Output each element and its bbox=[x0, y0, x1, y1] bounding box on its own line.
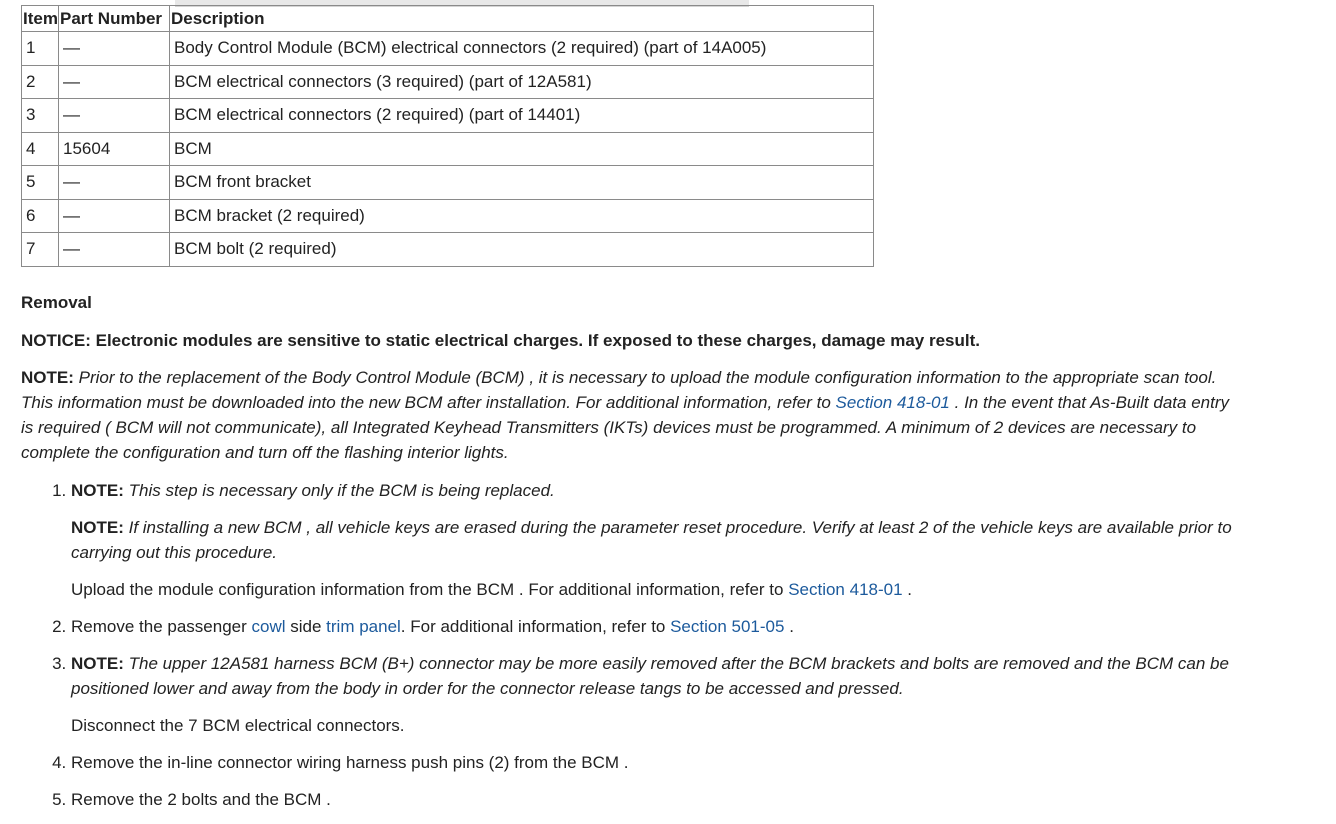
step-1-note-1 bbox=[71, 478, 1241, 503]
step-text: . bbox=[784, 617, 794, 636]
step-5 bbox=[71, 787, 1241, 812]
header-part-number: Part Number bbox=[59, 6, 170, 32]
note-label: NOTE: bbox=[71, 654, 124, 673]
cell-item: 2 bbox=[22, 65, 59, 99]
table-row bbox=[22, 99, 874, 133]
cell-part-number: — bbox=[59, 166, 170, 200]
step-3-text: Disconnect the 7 BCM electrical connectors. bbox=[71, 716, 405, 735]
cell-description: BCM bolt (2 required) bbox=[170, 233, 874, 267]
cell-description: BCM electrical connectors (3 required) (part of 12A581) bbox=[170, 65, 874, 99]
step-1-text bbox=[71, 577, 1241, 602]
table-row bbox=[22, 132, 874, 166]
note-text: This step is necessary only if the BCM is being replaced. bbox=[123, 481, 555, 500]
section-501-05-link[interactable]: Section 501-05 bbox=[670, 617, 785, 636]
cell-part-number: — bbox=[59, 65, 170, 99]
step-1 bbox=[71, 478, 1241, 602]
step-5-text: 5. Remove the 2 bolts and the BCM . bbox=[71, 790, 331, 809]
static-notice: NOTICE: Electronic modules are sensitive to static electrical charges. If exposed to these charges, damage may result. bbox=[21, 331, 980, 350]
note-text: If installing a new BCM , all vehicle keys are erased during the parameter reset procedure. Verify at least 2 of the vehicle keys are available prior to carrying out this procedure. bbox=[71, 518, 1232, 562]
cell-part-number: — bbox=[59, 233, 170, 267]
cell-part-number: — bbox=[59, 32, 170, 66]
header-description: Description bbox=[170, 6, 874, 32]
cell-description: BCM bracket (2 required) bbox=[170, 199, 874, 233]
note-label: NOTE: bbox=[21, 368, 74, 387]
cell-description: BCM bbox=[170, 132, 874, 166]
note-label: NOTE: bbox=[71, 481, 124, 500]
cell-item: 4 bbox=[22, 132, 59, 166]
cowl-link[interactable]: cowl bbox=[251, 617, 286, 636]
cell-description: BCM front bracket bbox=[170, 166, 874, 200]
cell-item: 1 bbox=[22, 32, 59, 66]
step-text: Remove the passenger bbox=[71, 617, 252, 636]
cell-part-number: 15604 bbox=[59, 132, 170, 166]
section-418-01-link[interactable]: Section 418-01 bbox=[835, 393, 950, 412]
cell-part-number: — bbox=[59, 199, 170, 233]
removal-steps bbox=[21, 478, 1241, 812]
cell-item: 5 bbox=[22, 166, 59, 200]
table-row bbox=[22, 233, 874, 267]
note-label: NOTE: bbox=[71, 518, 124, 537]
step-text: . For additional information, refer to bbox=[400, 617, 671, 636]
cell-part-number: — bbox=[59, 99, 170, 133]
cell-description: Body Control Module (BCM) electrical connectors (2 required) (part of 14A005) bbox=[170, 32, 874, 66]
note-text: Prior to the replacement of the Body Control Module (BCM) , it is necessary to upload the module configuration information to the appropriate scan tool. This information must be downloaded into the new BCM after installation. For additional information, refer to bbox=[21, 368, 1217, 412]
table-row bbox=[22, 32, 874, 66]
intro-note bbox=[21, 365, 1241, 465]
note-text: The upper 12A581 harness BCM (B+) connector may be more easily removed after the BCM brackets and bolts are removed and the BCM can be positioned lower and away from the body in order for the connector release tangs to be accessed and pressed. bbox=[71, 654, 1229, 698]
step-3-note bbox=[71, 651, 1241, 701]
removal-heading: Removal bbox=[21, 293, 92, 312]
table-row bbox=[22, 65, 874, 99]
trim-panel-link[interactable]: trim panel bbox=[326, 617, 401, 636]
step-4 bbox=[71, 750, 1241, 775]
step-4-text: 4. Remove the in-line connector wiring harness push pins (2) from the BCM . bbox=[71, 753, 629, 772]
step-text: . bbox=[902, 580, 913, 599]
cell-item: 7 bbox=[22, 233, 59, 267]
table-row bbox=[22, 199, 874, 233]
step-2-text bbox=[71, 614, 1241, 639]
step-1-note-2 bbox=[71, 515, 1241, 565]
section-418-01-link[interactable]: Section 418-01 bbox=[788, 580, 903, 599]
step-text: side bbox=[285, 617, 327, 636]
note-text: . In the event that As-Built data entry is required ( BCM will not communicate), all Integrated Keyhead Transmitters (IKTs) devices must be programmed. A minimum of 2 devices are necessary to complete the configuration and turn off the flashing interior lights. bbox=[21, 393, 1229, 462]
parts-table bbox=[21, 5, 874, 267]
step-text: Upload the module configuration information from the BCM . For additional information, refer to bbox=[71, 580, 789, 599]
procedure-content bbox=[21, 290, 1241, 824]
header-item: Item bbox=[22, 6, 59, 32]
table-row bbox=[22, 166, 874, 200]
step-3 bbox=[71, 651, 1241, 738]
cell-item: 3 bbox=[22, 99, 59, 133]
step-2 bbox=[71, 614, 1241, 639]
table-header-row bbox=[22, 6, 874, 32]
cell-item: 6 bbox=[22, 199, 59, 233]
cell-description: BCM electrical connectors (2 required) (part of 14401) bbox=[170, 99, 874, 133]
